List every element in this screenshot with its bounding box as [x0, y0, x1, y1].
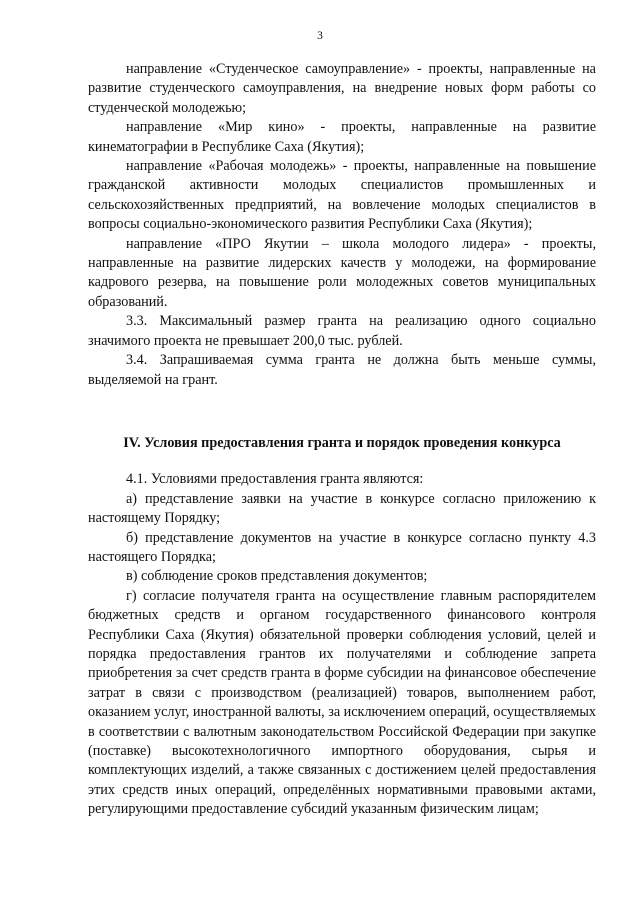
section-spacer: [88, 453, 596, 470]
paragraph-direction-world-of-cinema: направление «Мир кино» - проекты, направленные на развитие кинематографии в Республике Саха (Якутия);: [88, 119, 596, 155]
paragraph-condition-b: б) представление документов на участие в конкурсе согласно пункту 4.3 настоящего Порядка;: [88, 529, 596, 565]
paragraph-direction-young-leader-school: направление «ПРО Якутии – школа молодого лидера» - проекты, направленные на развитие лидерских качеств у молодежи, на формирование кадрового резерва, на повышение роли молодежных советов муниципальных образований.: [88, 235, 596, 310]
section-title: IV. Условия предоставления гранта и порядок проведения конкурса: [123, 434, 561, 451]
paragraph-condition-c: в) соблюдение сроков представления документов;: [126, 568, 428, 585]
section-spacer: [88, 390, 596, 434]
page-number: 3: [317, 30, 323, 42]
paragraph-clause-3-3: 3.3. Максимальный размер гранта на реализацию одного социально значимого проекта не превышает 200,0 тыс. рублей.: [88, 313, 596, 349]
paragraph-condition-d: г) согласие получателя гранта на осуществление главным распорядителем бюджетных средств и органом государственного финансового контроля Республики Саха (Якутия) обязательной проверки соблюдения условий, целей и порядка предоставления грантов их получателями и соблюдение запрета приобретения за счет средств гранта в форме субсидии на финансовое обеспечение затрат в связи с производством (реализацией) товаров, выполнением работ, оказанием услуг, иностранной валюты, за исключением операций, осуществляемых в соответствии с валютным законодательством Российской Федерации при закупке (поставке) высокотехнологичного импортного оборудования, сырья и комплектующих изделий, а также связанных с достижением целей предоставления этих средств иных операций, определённых нормативными правовыми актами, регулирующими предоставление субсидий указанным физическим лицам;: [88, 587, 597, 818]
paragraph-direction-working-youth: направление «Рабочая молодежь» - проекты, направленные на повышение гражданской активности молодых специалистов промышленных и сельскохозяйственных предприятий, на вовлечение молодых специалистов в вопросы социально-экономического развития Республики Саха (Якутия);: [88, 158, 596, 233]
paragraph-condition-a: а) представление заявки на участие в конкурсе согласно приложению к настоящему Порядку;: [88, 490, 596, 527]
paragraph-clause-3-4: 3.4. Запрашиваемая сумма гранта не должна быть меньше суммы, выделяемой на грант.: [88, 352, 596, 388]
document-body: [88, 60, 596, 820]
paragraph-clause-4-1: 4.1. Условиями предоставления гранта являются:: [126, 471, 424, 488]
paragraph-direction-student-self-government: направление «Студенческое самоуправление» - проекты, направленные на развитие студенческого самоуправления, на внедрение новых форм работы со студенческой молодежью;: [88, 61, 596, 116]
